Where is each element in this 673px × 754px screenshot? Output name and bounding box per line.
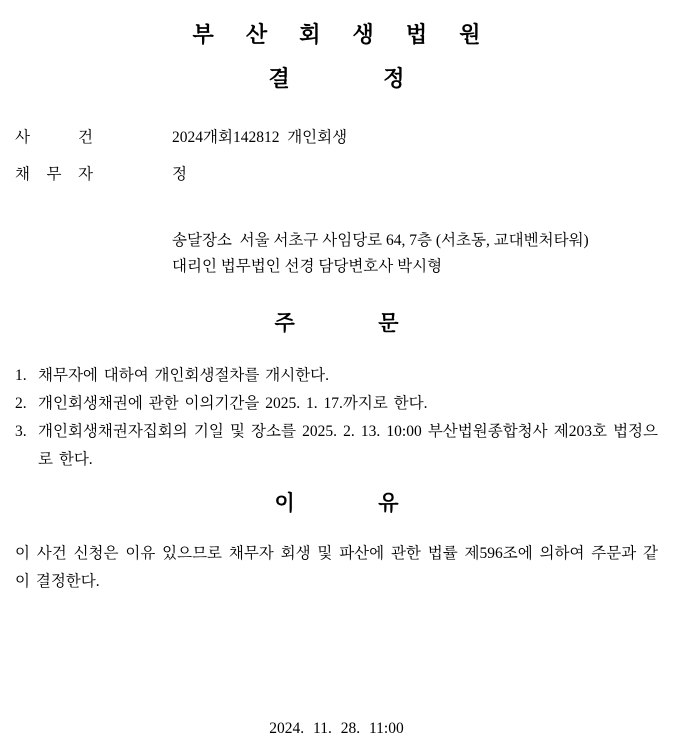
decision-heading: 결 정 [268,66,405,91]
order-heading: 주 문 [274,312,399,335]
address-block [172,228,658,280]
case-number-row [15,128,658,148]
case-label: 사 건 [15,129,93,146]
order-item-text: 채무자에 대하여 개인회생절차를 개시한다. [38,367,330,384]
order-item-number: 2. [15,395,27,412]
debtor-value: 정 [172,166,187,183]
order-item-number: 1. [15,367,27,384]
order-item-text: 개인회생채권자집회의 기일 및 장소를 2025. 2. 13. 10:00 부산법원종합청사 제203호 법정으로 한다. [38,423,658,468]
representative-line: 대리인 법무법인 선경 담당변호사 박시형 [172,258,443,275]
debtor-row [15,165,658,185]
order-item-text: 개인회생채권에 관한 이의기간을 2025. 1. 17.까지로 한다. [38,395,428,412]
reason-heading: 이 유 [274,492,399,515]
order-item [15,390,658,418]
case-number-value: 2024개회142812 개인회생 [172,129,348,146]
order-item [15,418,658,474]
order-item [15,362,658,390]
order-item-number: 3. [15,423,27,440]
debtor-label: 채 무 자 [15,166,93,183]
reason-paragraph: 이 사건 신청은 이유 있으므로 채무자 회생 및 파산에 관한 법률 제596조에 의하여 주문과 같이 결정한다. [15,545,658,590]
service-address-line: 송달장소 서울 서초구 사임당로 64, 7층 (서초동, 교대벤처타워) [172,232,589,249]
order-list [15,362,658,474]
court-name-heading: 부 산 회 생 법 원 [192,22,481,47]
decision-datetime: 2024. 11. 28. 11:00 [269,720,404,737]
